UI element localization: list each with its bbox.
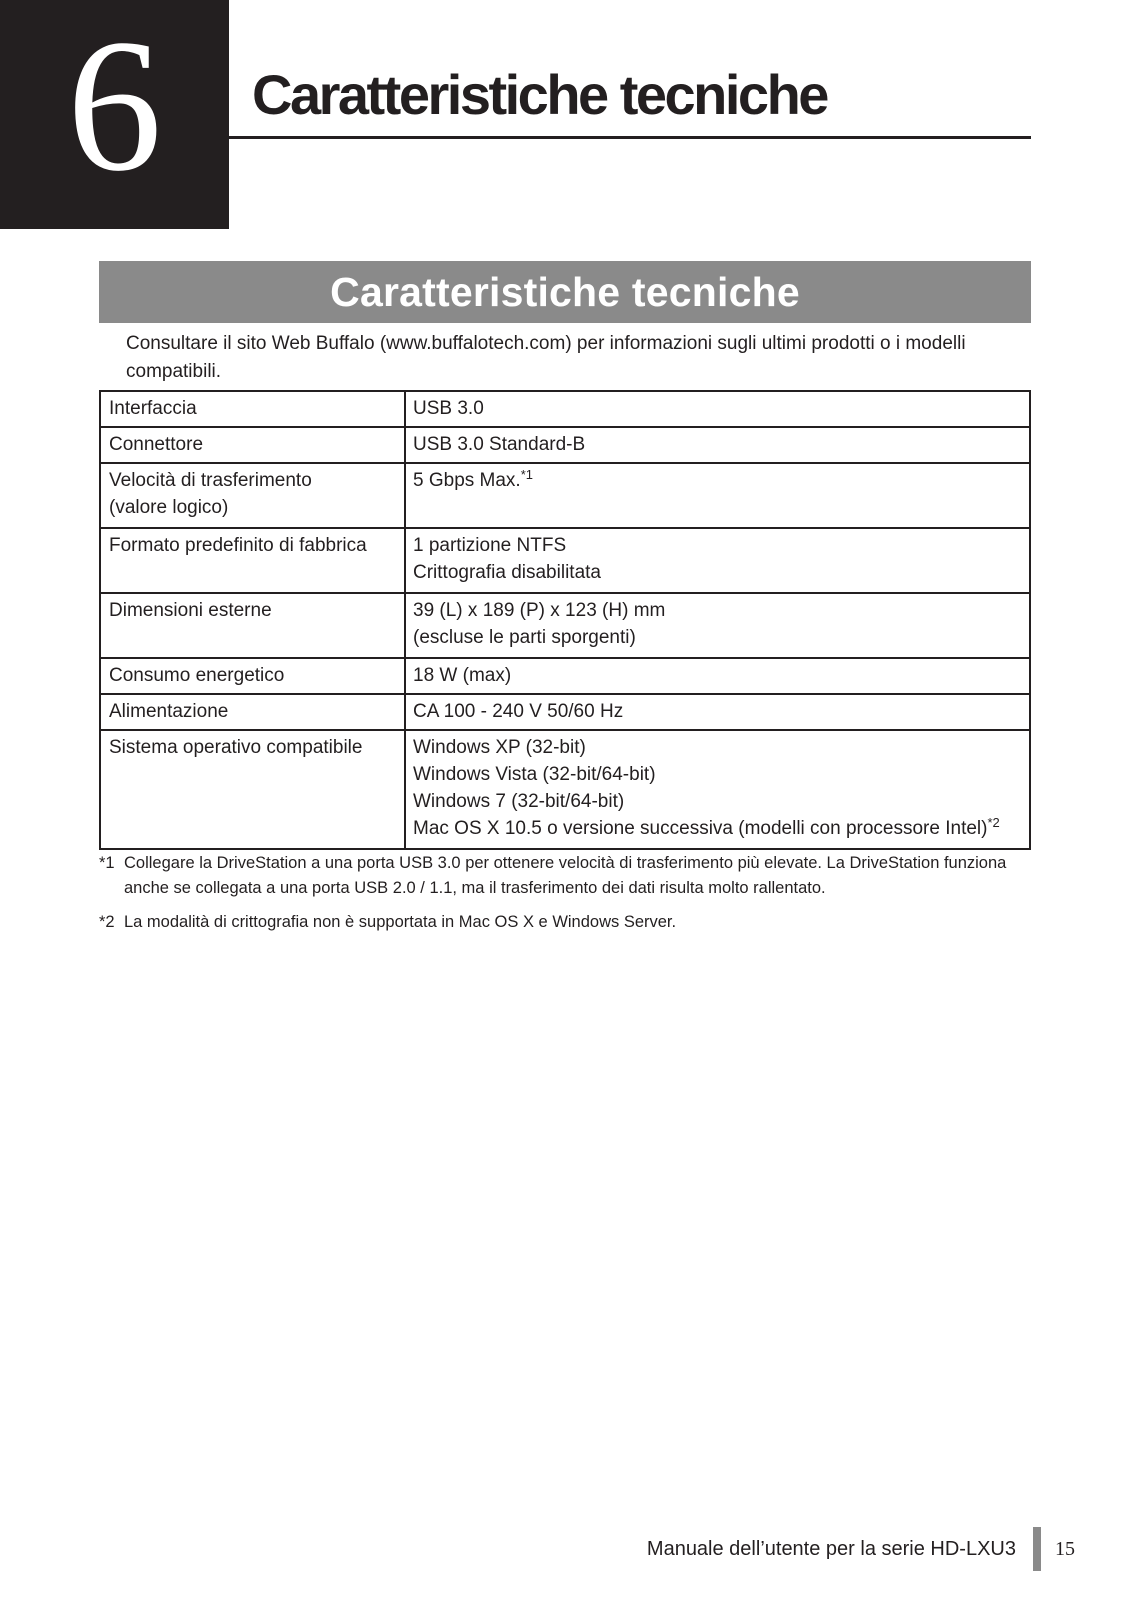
spec-label <box>100 593 405 658</box>
spec-label-line: Connettore <box>109 434 204 455</box>
spec-value-line <box>413 532 1021 559</box>
footer-divider-bar <box>1033 1527 1041 1571</box>
spec-value <box>405 694 1030 730</box>
spec-label <box>100 463 405 528</box>
spec-value-line <box>413 788 1021 815</box>
spec-value-line <box>413 395 1021 422</box>
section-heading-band <box>99 261 1031 323</box>
spec-row <box>100 730 1030 849</box>
spec-value <box>405 730 1030 849</box>
spec-value-text: (escluse le parti sporgenti) <box>413 627 636 648</box>
spec-row <box>100 658 1030 694</box>
spec-label-line: Formato predefinito di fabbrica <box>109 535 367 556</box>
footnote <box>99 851 1029 901</box>
spec-label <box>100 694 405 730</box>
chapter-number: 6 <box>67 1 162 211</box>
spec-label-line: Interfaccia <box>109 398 197 419</box>
footnote-text: La modalità di crittografia non è supportata in Mac OS X e Windows Server. <box>124 913 677 931</box>
page-number: 15 <box>1055 1538 1075 1560</box>
footnotes <box>99 851 1029 944</box>
spec-value <box>405 658 1030 694</box>
spec-label <box>100 427 405 463</box>
spec-value <box>405 528 1030 593</box>
spec-value-text: Windows Vista (32-bit/64-bit) <box>413 764 656 785</box>
spec-value-line <box>413 662 1021 689</box>
spec-value-line <box>413 624 1021 651</box>
footnote-mark: *2 <box>99 913 115 931</box>
spec-label <box>100 528 405 593</box>
spec-value-line <box>413 597 1021 624</box>
spec-value-text: 39 (L) x 189 (P) x 123 (H) mm <box>413 600 666 621</box>
spec-label-line: Alimentazione <box>109 701 229 722</box>
spec-label <box>100 658 405 694</box>
footnote-reference: *1 <box>520 467 534 482</box>
spec-value-text: 5 Gbps Max. <box>413 470 521 491</box>
footnote <box>99 910 1029 935</box>
spec-value-line <box>413 761 1021 788</box>
spec-value-text: USB 3.0 Standard-B <box>413 434 586 455</box>
spec-value-line <box>413 815 1021 842</box>
footer-manual-title: Manuale dell’utente per la serie HD-LXU3 <box>646 1538 1016 1560</box>
spec-value-text: USB 3.0 <box>413 398 484 419</box>
chapter-title: Caratteristiche tecniche <box>252 63 827 126</box>
spec-value <box>405 391 1030 427</box>
spec-value-text: Windows XP (32-bit) <box>413 737 586 758</box>
spec-value-text: Mac OS X 10.5 o versione successiva (modelli con processore Intel) <box>413 818 988 839</box>
spec-value <box>405 427 1030 463</box>
spec-label-line: Dimensioni esterne <box>109 600 272 621</box>
spec-row <box>100 528 1030 593</box>
footnote-mark: *1 <box>99 854 115 872</box>
spec-value-text: 18 W (max) <box>413 665 512 686</box>
spec-value-text: Windows 7 (32-bit/64-bit) <box>413 791 625 812</box>
spec-value-line <box>413 698 1021 725</box>
spec-label-line: Consumo energetico <box>109 665 285 686</box>
spec-value <box>405 593 1030 658</box>
spec-value-text: 1 partizione NTFS <box>413 535 567 556</box>
section-heading: Caratteristiche tecniche <box>330 269 800 315</box>
footnote-text: Collegare la DriveStation a una porta USB 3.0 per ottenere velocità di trasferimento più elevate. La DriveStation funziona anche se collegata a una porta USB 2.0 / 1.1, ma il trasferimento dei dati risulta molto rallentato. <box>124 854 1007 897</box>
spec-row <box>100 593 1030 658</box>
intro-text: Consultare il sito Web Buffalo (www.buffalotech.com) per informazioni sugli ultimi prodotti o i modelli compatibili. <box>126 333 966 382</box>
spec-label-line: Sistema operativo compatibile <box>109 737 363 758</box>
spec-value-line <box>413 734 1021 761</box>
spec-label <box>100 730 405 849</box>
spec-label <box>100 391 405 427</box>
page-footer <box>0 1527 1128 1571</box>
footnote-reference: *2 <box>987 815 1000 830</box>
chapter-number-block <box>0 0 229 229</box>
spec-row <box>100 391 1030 427</box>
spec-value-line <box>413 559 1021 586</box>
spec-label-line: Velocità di trasferimento <box>109 470 312 491</box>
spec-value <box>405 463 1030 528</box>
chapter-title-rule <box>229 136 1031 139</box>
spec-row <box>100 694 1030 730</box>
spec-value-line <box>413 431 1021 458</box>
spec-value-text: CA 100 - 240 V 50/60 Hz <box>413 701 624 722</box>
spec-value-text: Crittografia disabilitata <box>413 562 601 583</box>
specifications-table <box>99 390 1031 850</box>
spec-value-line <box>413 467 1021 494</box>
spec-row <box>100 463 1030 528</box>
spec-label-line: (valore logico) <box>109 497 229 518</box>
specifications-table-body <box>100 391 1030 849</box>
spec-row <box>100 427 1030 463</box>
